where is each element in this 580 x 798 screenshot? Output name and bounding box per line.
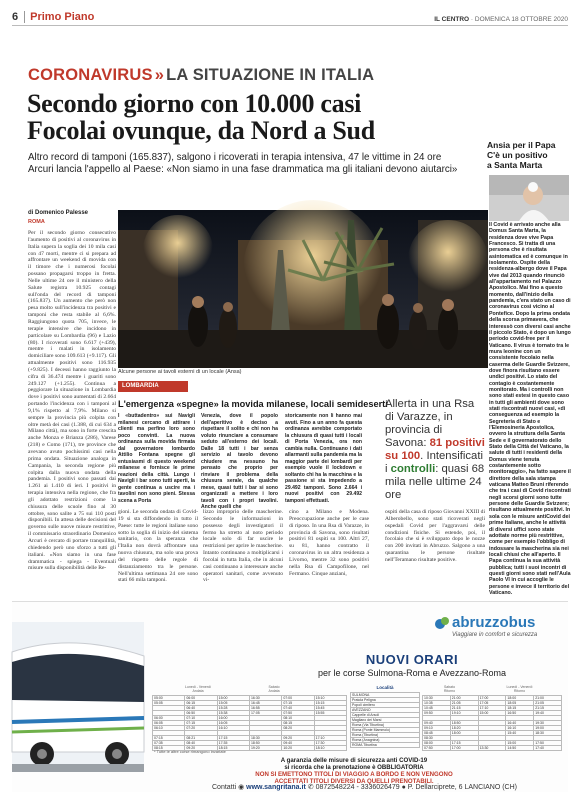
tt-cell: 05:00 <box>153 696 185 701</box>
tt-cell: 09:50 <box>423 711 451 716</box>
tt-cell: 07:15 <box>282 701 314 706</box>
tt-cell: 19:10 <box>450 711 478 716</box>
tt-cell: 17:35 <box>217 740 249 745</box>
pullquote-text-3: : quasi 68 mila nelle ultime 24 ore <box>385 463 485 501</box>
tt-cell: 15:10 <box>314 696 346 701</box>
tt-cell: 07:10 <box>185 716 217 721</box>
tt-cell: 15:28 <box>217 706 249 711</box>
tt-cell: 16:50 <box>506 711 534 716</box>
tt-cell: 10:45 <box>423 706 451 711</box>
pullquote-text-1: Allerta in una Rsa di Varazze, in provincia di Savona: <box>385 398 475 449</box>
tt-cell: 17:05 <box>249 711 281 716</box>
tt-left-table <box>152 695 347 751</box>
tt-cell: 06:15 <box>185 701 217 706</box>
phone-icon: ✆ <box>307 784 314 791</box>
tt-cell: 15:55 <box>314 711 346 716</box>
tt-head-2: Sabato <box>268 685 280 689</box>
pullquote-text-2: . Intensificati i <box>385 450 483 475</box>
contacts-website[interactable]: www.sangritana.it <box>246 784 306 791</box>
tt-right-table <box>422 695 562 751</box>
tt-cell: Roma (Via Tiburtina) <box>351 723 420 728</box>
section-name[interactable]: Primo Piano <box>24 11 94 23</box>
tt-cell: 16:10 <box>506 725 534 730</box>
tt-cell: AVEZZANO <box>351 708 420 713</box>
tt-places-table <box>350 692 420 748</box>
sidebar-title-line-3: a Santa Marta <box>487 160 543 170</box>
tt-cell: 18:30 <box>534 730 562 735</box>
sidebar-title-line-1: Ansia per il Papa <box>487 140 556 150</box>
globe-icon: ◉ <box>238 784 245 791</box>
tt-cell: 21:15 <box>534 706 562 711</box>
timetable-places <box>350 685 420 748</box>
article-subheadline <box>28 152 484 176</box>
ad-title-block <box>272 652 552 678</box>
tt-cell: 17:10 <box>314 735 346 740</box>
pull-quote <box>385 398 485 502</box>
tt-cell: 07:00 <box>282 696 314 701</box>
tt-cell: Popoli cimitero <box>351 703 420 708</box>
tt-head-5: Lunedì - Venerdì <box>506 685 533 689</box>
tt-cell: 18:00 <box>506 696 534 701</box>
issue-date: DOMENICA 18 OTTOBRE 2020 <box>474 16 568 23</box>
tt-cell: 08:21 <box>185 735 217 740</box>
tt-cell: 08:45 <box>423 730 451 735</box>
tt-cell: 19:20 <box>249 745 281 750</box>
tt-cell: 15:05 <box>217 701 249 706</box>
tt-cell: 15:00 <box>217 696 249 701</box>
tt-cell: 08:15 <box>153 745 185 750</box>
ad-notice <box>154 757 554 785</box>
tt-cell: 09:20 <box>185 745 217 750</box>
tt-cell: 13:30 <box>478 745 506 750</box>
body-column-2: gioni. Le seconda ondata di Covid-19 si sta diffondendo in tutto il Paese: tutte le regioni italiane sono sotto la soglia di inizio del sistema sanitario, con la speranza che l'Italia non dovrà affrontare una nuova chiusura, ma solo una prova del rispetto delle regole di distanziamento tra le persone. Nell'ultima settimana 24 ore sono stati 66 mila tamponi. <box>118 509 198 584</box>
tt-cell: 18:50 <box>450 720 478 725</box>
byline <box>28 210 88 225</box>
kicker-separator: » <box>154 66 165 84</box>
body-column-3: lizzo improprio delle mascherine. Secondo le informazioni in possesso degli investigatori il fermo ha stretto al noto periodo locale solo di far uscire le restrizioni per aprire le mascherine. Intanto continuano a moltiplicarsi i focolai in tutta Italia, che in alcuni casi continuano a interessare anche operatori sanitari, come avvenuto vi- <box>203 509 283 584</box>
body-column-1: Per il secondo giorno consecutivo l'aumento di positivi al coronavirus in Italia supera la soglia dei 10 mila casi con 47 morti, mentre ci si prepara ad affrontare un weekend di movida con il timore che i numerosi focolai possano propagarsi troppo in fretta. Nelle ultime 24 ore il ministero della Salute registra 10.925 contagi sull'onda del record di tamponi (165.837). Un aumento che però non pesa molto sull'incidenza tra positivi e tamponi che resta stabile al 6,6%. Raggiungono quota 705, invece, le terapie intensive che incidono in particolare su Lombardia (96) e Lazio (80). I ricoverati sono 6.617 (+439), mentre i malati in isolamento domiciliare sono 109.613 (+9.117). Gli attualmente positivi sono 116.935 (+9.825). I decessi hanno raggiunto la cifra di 36.474 mentre i guariti sono 249.127 (+1.255). Continua a peggiorare la situazione in Lombardia dove i positivi sono aumentati di 2.664 portando l'incidenza con i tamponi al 9,1% rispetto al 7,9%. Milano si sempre la provincia più colpita con oltre metà dei casi (1.388, di cui 634 a Milano città), ma sono in forte crescita anche Monza e Brianza (286), Varese (218) e Como (171), tre province che avevano avuto pochissimi casi nella prima ondata. Situazione analoga in Campania, la seconda regione più colpita dalla nuova ondata della pandemia. I positivi sono passati dai 1.261 ai 1.410 di ieri. I positivi in terapia intensiva nella regione, che fra gli adottato restrizioni come la chiusura delle scuole fino al 30 ottobre, sono salite a 75 sui 110 posti disponibili. In attesa delle decisioni del governo sulle nuove misure restrittive, il commissario straordinario Domenico Arcuri è cercato di portare tranquillità, chiedendo però uno sforzo a tutti gli italiani. «Non siamo in una fase drammatica - spiega - Eventuali misure sulla disponibilità delle Re- <box>28 230 116 572</box>
tt-sub-1: Andata <box>192 689 204 693</box>
tt-cell: 09:20 <box>282 735 314 740</box>
tt-cell: 18:15 <box>506 706 534 711</box>
tt-cell: 09:40 <box>282 740 314 745</box>
tt-cell: 09:10 <box>423 725 451 730</box>
tt-cell: 21:05 <box>450 701 478 706</box>
street-photo <box>118 210 488 368</box>
coach-bus-image <box>12 622 144 772</box>
tt-cell: 17:30 <box>314 740 346 745</box>
pope-portrait-image <box>489 175 569 221</box>
tt-cell: 18:50 <box>249 740 281 745</box>
photo-caption: Alcune persone ai tavoli esterni di un locale (Ansa) <box>118 369 242 375</box>
paper-name: IL CENTRO <box>434 16 470 23</box>
tt-head-4: Sabato <box>443 685 456 689</box>
tt-cell: SULMONA <box>351 693 420 698</box>
page-number: 6 <box>12 11 19 23</box>
tt-cell: 15:38 <box>217 711 249 716</box>
contacts-address: P. Dellarciprete, 6 LANCIANO (CH) <box>407 784 517 791</box>
tt-cell: 10:35 <box>423 701 451 706</box>
headline-line-2: Focolai ovunque, da Nord a Sud <box>27 116 375 145</box>
tt-cell: 08:15 <box>282 721 314 726</box>
dateline: ROMA <box>28 219 45 225</box>
tt-cell: Pratola Peligna <box>351 698 420 703</box>
tt-sub-2: Andata <box>268 689 280 693</box>
tt-head-weekday-ret <box>477 685 562 693</box>
lombardia-column-3: storicamente non li hanno mai avuti. Fino a un anno fa questa ordinanza avrebbe comportato la chiusura di quasi tutti i locali di Porta Venezia, ora non cambia nulla. Continuano i dati allarmanti sulla pandemia ma la maggior parte dei lombardi per esempio vuole il lockdown e soltanto chi ha la macchina e la passione si sta impedendo a 29.492 tamponi. Sono 2.664 i nuovi positivi con 29.492 tamponi effettuati. <box>285 413 362 504</box>
notice-line-3: NON SI EMETTONO TITOLI DI VIAGGIO A BORDO E NON VENGONO <box>255 771 453 778</box>
body-column-5: ospiti della casa di riposo Giovanni XXIII di Alberobello, sono stati ricoverati negli ospedali Covid per l'aggravarsi delle condizioni fisiche. Si estende, poi, il focolaio che si è sviluppato dopo le nozze con 200 invitati in Abruzzo. Salgono a una quarantina le persone risultate nell'Teramano risultate positive. <box>385 509 485 563</box>
pullquote-highlight: 81 positivi su 100 <box>385 437 485 462</box>
subhead-line-1: Altro record di tamponi (165.837), salgono i ricoverati in terapia intensiva, 47 le vittime in 24 ore <box>28 152 442 163</box>
timetable-return <box>422 685 562 751</box>
lombardia-column-1: I «buttadentro» sui Navigli milanesi cercano di attirare i clienti ma perfino loro sono poco convinti. La nuova ordinanza sulla movida firmata dal governatore lombardo Attilio Fontana spegne gli entusiasmi di questo weekend milanese e fornisce le prime reazioni della città. Lungo i Navigli i bar sono tutti aperti, la gente continua a uscire ma i tavolini non sono pieni. Stessa scena a Porta <box>118 413 195 504</box>
tt-cell: 16:00 <box>217 716 249 721</box>
pope-sidebar-title <box>487 140 567 170</box>
logo-mark-icon <box>434 616 450 630</box>
pope-sidebar-text: Il Covid è arrivato anche alla Domus Santa Marta, la residenza dove vive Papa Francesco. Si tratta di una persona che è risultata asintomatica ed è comunque in isolamento. Ospite della residenza-albergo dove il Papa vive dal 2013 quando rinunciò all'appartamento nel Palazzo Apostolico. Mai fino a questo momento, dall'inizio della pandemia, c'era stato un caso di coronavirus così vicino al Pontefice. Dopo la prima ondata della scorsa primavera, che interessò con diversi casi anche il piccolo Stato, è dopo un lungo periodo covid-free per il Vaticano. Il virus è tornato tra le mura leonine con un consistente focolaio nella caserma delle Guardie Svizzere, dove finora risultano essere undici positivi. Lo stato del contagio è costantemente monitorato. Ma i controlli non sono stati estesi in questo caso in tutti gli ambienti dove sono stati riscontrati nuovi casi, «di conseguenza ad esempio la Segreteria di Stato e l'Elemosineria Apostolica, ovvero la struttura della Santa Sede e il governatorato dello Stato della Città del Vaticano, la salute di tutti i residenti della Domus viene tenuta costantemente sotto monitoraggio», ha fatto sapere il direttore della sala stampa vaticana Matteo Bruni riferendo che tra i casi di Covid riscontrati negli scorsi giorni sono tutte persone delle Guardie Svizzere; risultano attualmente positivi. In sola con le misure antiCovid dei prime Italiane, anche le attività di diversi uffici sono state adottate norme più restrittive, come per esempio l'obbligo di indossare la mascherina sia nei locali chiusi che all'aperto. Il Papa continua la sua attività pubblica; tutti i suoi incontri di questi giorni sono stati nell'Aula Paolo VI in cui accoglie le persone e invece il territorio del Vaticano. <box>489 222 571 596</box>
tt-cell: 17:10 <box>478 706 506 711</box>
tt-cell: 16:55 <box>249 706 281 711</box>
kicker-subtopic: LA SITUAZIONE IN ITALIA <box>166 66 375 84</box>
tt-row <box>423 745 562 750</box>
ad-title: NUOVI ORARI <box>365 652 459 667</box>
tt-cell: 18:30 <box>249 735 281 740</box>
ad-contacts <box>212 783 562 791</box>
headline-line-1: Secondo giorno con 10.000 casi <box>27 89 362 118</box>
tt-cell: 07:20 <box>185 726 217 731</box>
tt-cell: 07:50 <box>423 745 451 750</box>
tt-cell: 07:50 <box>282 711 314 716</box>
tt-cell: 15:40 <box>506 730 534 735</box>
lombardia-tag: LOMBARDIA <box>118 381 188 392</box>
tt-cell: Magliano dei Marsi <box>351 718 420 723</box>
tt-cell: 15:00 <box>506 740 534 745</box>
tt-head-weekday-out <box>152 685 244 693</box>
tt-cell: 21:15 <box>450 706 478 711</box>
tt-cell: 07:40 <box>282 706 314 711</box>
notice-line-4: ACCETTATI TITOLI DIVERSI DA QUELLI PRENOTABILI. <box>274 778 434 785</box>
kicker-topic: CORONAVIRUS <box>28 66 153 84</box>
pope-photo <box>489 175 569 221</box>
tt-cell: 10:20 <box>282 745 314 750</box>
tt-head-saturday-ret <box>422 685 477 693</box>
tt-sub-4: Ritorno <box>443 689 456 693</box>
tt-cell: 08:20 <box>282 726 314 731</box>
tt-head-1: Lunedì - Venerdì <box>185 685 211 689</box>
tt-head-saturday-out <box>244 685 304 693</box>
tt-cell: 08:10 <box>282 716 314 721</box>
tt-cell: 08:00 <box>423 740 451 745</box>
tt-cell: 09:40 <box>423 720 451 725</box>
tt-cell: 15:15 <box>314 701 346 706</box>
tt-cell: 19:00 <box>534 725 562 730</box>
ad-subtitle: per le corse Sulmona-Roma e Avezzano-Roma <box>318 668 506 678</box>
tt-cell: 07:15 <box>153 735 185 740</box>
tt-cell: 17:15 <box>450 740 478 745</box>
tt-cell: 08:30 <box>423 735 451 740</box>
pullquote-keyword: controlli <box>390 463 436 475</box>
tt-cell: 07:35 <box>153 740 185 745</box>
tt-cell: 15:00 <box>478 711 506 716</box>
tt-cell: 16:40 <box>506 720 534 725</box>
tt-cell: 18:15 <box>217 745 249 750</box>
body-column-4: cino a Milano e Modena. Preoccupazione anche per le case di riposo. In una Rsa di Varazze, in provincia di Savona, sono risultati positivi 81 ospiti su 100. Altri 27, su 81, hanno contratto il coronavirus in un altra residenza a Livorno, mentre 32 sono positivi nella Rsa di Campofilone, nel Fermano. Cinque anziani, <box>289 509 369 577</box>
tt-cell: 19:30 <box>534 720 562 725</box>
tt-cell: 21:00 <box>534 696 562 701</box>
tt-cell: 06:05 <box>153 721 185 726</box>
tt-cell: 06:10 <box>153 726 185 731</box>
tt-cell: 17:00 <box>478 696 506 701</box>
tt-cell: 16:05 <box>217 721 249 726</box>
tt-cell: 18:00 <box>450 730 478 735</box>
tt-cell: ROMA Tiburtina <box>351 743 420 748</box>
author: di Domenico Palesse <box>28 210 89 216</box>
tt-cell: 16:45 <box>249 701 281 706</box>
tt-cell: Cappelle di Arsoli <box>351 713 420 718</box>
tt-cell: 15:45 <box>314 706 346 711</box>
article-kicker <box>28 66 374 85</box>
logo-name: abruzzobus <box>452 614 536 631</box>
sidebar-title-line-2: C'è un positivo <box>487 150 548 160</box>
bus-advertisement <box>12 601 568 792</box>
bus-image <box>12 622 144 772</box>
tt-cell: 21:05 <box>534 701 562 706</box>
logo-tagline: Viaggiare in comfort e sicurezza <box>452 632 538 638</box>
contacts-phone[interactable]: 0872548224 - 3336026479 <box>315 784 400 791</box>
tt-cell: 05:05 <box>153 701 185 706</box>
tt-cell: 17:15 <box>217 735 249 740</box>
tt-cell: 21:00 <box>450 696 478 701</box>
tt-cell: 16:30 <box>249 696 281 701</box>
tt-cell: 06:50 <box>185 711 217 716</box>
tt-cell: 08:40 <box>185 740 217 745</box>
street-scene-image <box>118 210 488 368</box>
notice-line-2: si ricorda che la prenotazione è OBBLIGATORIA <box>284 764 424 771</box>
lombardia-column-2: Venezia, dove il popolo dell'aperitivo è deciso a rispettare il solito e chi non ha voluto rinunciare a consumare seduto all'esterno dei locali. Dalle 18 tutti i bar senza servizio al tavolo devono chiudere ma nessuno ha pensato che proprio per rinviare il problema della chiusura serale, da qualche mese, quasi tutti i bar si sono organizzati a mettere i loro tavoli con i propri tavolini. Anche quelli che <box>201 413 278 510</box>
tt-cell: 16:10 <box>217 726 249 731</box>
tt-sub-5: Ritorno <box>513 689 526 693</box>
notice-line-1: A garanzia delle misure di sicurezza anti COVID-19 <box>280 757 428 764</box>
tt-cell: 06:40 <box>185 706 217 711</box>
tt-cell: 17:40 <box>534 745 562 750</box>
tt-cell: 17:50 <box>534 740 562 745</box>
tt-cell: 14:50 <box>506 745 534 750</box>
tt-cell: 10:30 <box>423 696 451 701</box>
paper-date: IL CENTRO · DOMENICA 18 OTTOBRE 2020 <box>434 16 568 23</box>
tt-cell: 18:20 <box>450 725 478 730</box>
timetable-outbound <box>152 685 347 751</box>
location-pin-icon: ● <box>401 784 406 791</box>
tt-row <box>351 743 420 748</box>
lombardia-title: L'emergenza «spegne» la movida milanese, locali semideserti <box>118 399 388 409</box>
page-header <box>12 7 568 23</box>
tt-cell: 18:10 <box>314 745 346 750</box>
tt-cell: Roma (Anagnina) <box>351 738 420 743</box>
subhead-line-2: Arcuri lancia l'appello al Paese: «Non siamo in una fase drammatica ma gli italiani devono aiutarci» <box>28 164 458 175</box>
tt-cell: 07:15 <box>185 721 217 726</box>
abruzzobus-logo <box>434 614 568 638</box>
tt-cell: 17:00 <box>450 745 478 750</box>
tt-cell: Roma (Tiburtina) <box>351 733 420 738</box>
tt-footnote: * Tutte le altre corse rimangono invariate <box>154 749 226 754</box>
tt-cell: 06:00 <box>153 716 185 721</box>
article-headline <box>27 90 497 144</box>
header-rule <box>12 25 568 26</box>
tt-head-places: Località <box>376 685 394 690</box>
tt-cell: 19:40 <box>534 711 562 716</box>
tt-cell: 06:00 <box>185 696 217 701</box>
tt-cell: 17:05 <box>478 701 506 706</box>
tt-cell: Roma (Ponte Mammolo) <box>351 728 420 733</box>
tt-cell: 18:05 <box>506 701 534 706</box>
contacts-label: Contatti <box>212 784 237 791</box>
